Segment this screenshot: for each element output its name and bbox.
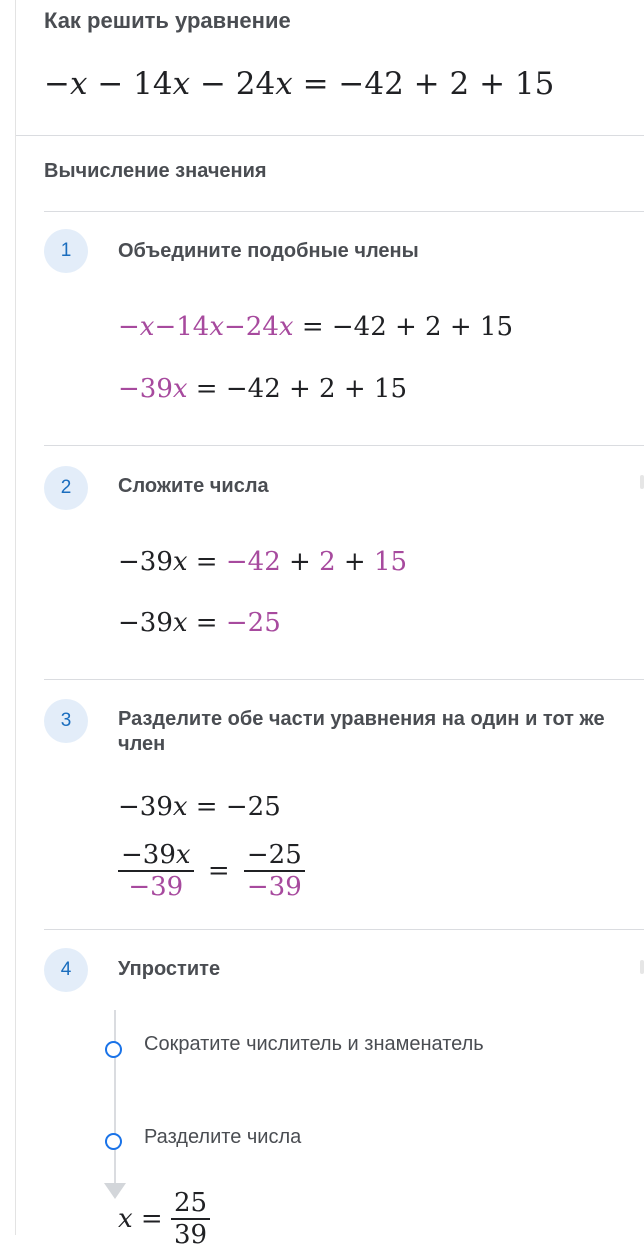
step-title: Упростите <box>118 958 221 980</box>
step-title: Сложите числа <box>118 475 269 497</box>
result-equation: x = $\frac{25}{39}$ <box>118 1188 210 1250</box>
fraction-right: $\frac{-25}{-39}$ <box>244 840 305 902</box>
section-title: Вычисление значения <box>44 160 267 182</box>
step-equation: −39x = −25 <box>118 608 281 638</box>
step-number-badge: 2 <box>44 466 88 510</box>
page-title: Как решить уравнение <box>44 8 291 33</box>
step-equation: −39x = −42 + 2 + 15 <box>118 374 407 404</box>
step-number-badge: 1 <box>44 229 88 273</box>
step-divider <box>44 929 644 930</box>
fraction-equation: $\frac{-39x}{-39}$ = $\frac{-25}{-39}$ <box>118 840 305 902</box>
edge-marker <box>640 960 644 974</box>
timeline-line <box>114 1010 116 1185</box>
substep-expand[interactable]: Разделите числа <box>144 1126 302 1148</box>
problem-equation: −x − 14x − 24x = −42 + 2 + 15 <box>44 66 555 102</box>
step-title: Объедините подобные члены <box>118 240 419 262</box>
substep-expand[interactable]: Сократите числитель и знаменатель <box>144 1033 484 1055</box>
step-number-badge: 3 <box>44 699 88 743</box>
timeline-dot-icon <box>105 1041 122 1058</box>
step-equation: −39x = −42 + 2 + 15 <box>118 547 408 577</box>
section-divider <box>44 211 644 212</box>
edge-marker <box>640 475 644 489</box>
left-border <box>15 0 16 1235</box>
step-equation: −x−14x−24x = −42 + 2 + 15 <box>118 312 514 342</box>
step-title: Разделите обе части уравнения на один и тот же член <box>118 708 605 755</box>
step-equation: −39x = −25 <box>118 792 281 822</box>
step-number-badge: 4 <box>44 948 88 992</box>
step-divider <box>44 445 644 446</box>
timeline-dot-icon <box>105 1133 122 1150</box>
fraction-left: $\frac{-39x}{-39}$ <box>118 840 194 902</box>
header-divider <box>16 135 644 136</box>
step-divider <box>44 679 644 680</box>
